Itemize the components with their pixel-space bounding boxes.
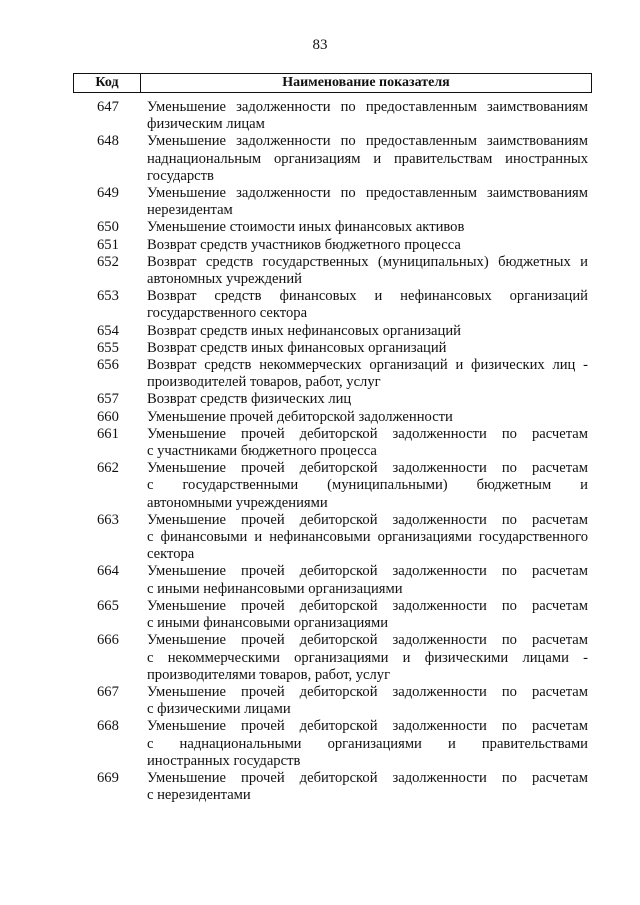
row-name-line: автономными учреждениями (147, 494, 328, 511)
table-row (85, 99, 590, 133)
row-code: 661 (97, 425, 119, 442)
table-row (85, 254, 590, 288)
row-name (147, 254, 588, 288)
row-name-line: Возврат средств иных нефинансовых организаций (147, 322, 461, 339)
row-name-line: Уменьшение прочей дебиторской задолженности по расчетам (147, 563, 588, 580)
row-code: 665 (97, 597, 119, 614)
row-name (147, 133, 588, 185)
table-row (85, 460, 590, 512)
row-name-line: с нерезидентами (147, 787, 251, 804)
indicator-list (85, 99, 590, 804)
row-code: 654 (97, 322, 119, 339)
row-name-line: Уменьшение прочей дебиторской задолженности по расчетам (147, 769, 588, 786)
row-code: 668 (97, 718, 119, 735)
row-name-line: иностранных государств (147, 752, 301, 769)
table-header (73, 73, 592, 93)
row-name-line: автономных учреждений (147, 271, 302, 288)
row-name-line: Возврат средств участников бюджетного процесса (147, 236, 461, 253)
row-name (147, 770, 588, 804)
row-name (147, 598, 588, 632)
row-code: 651 (97, 236, 119, 253)
row-name-line: Возврат средств иных финансовых организаций (147, 339, 447, 356)
table-row (85, 770, 590, 804)
row-name (147, 409, 588, 426)
row-code: 660 (97, 408, 119, 425)
row-name (147, 512, 588, 564)
table-row (85, 563, 590, 597)
row-name (147, 684, 588, 718)
row-name (147, 460, 588, 512)
table-row (85, 133, 590, 185)
row-name-line: государственного сектора (147, 305, 308, 322)
row-code: 653 (97, 288, 119, 305)
table-row (85, 718, 590, 770)
row-name-line: с участниками бюджетного процесса (147, 443, 377, 460)
row-name (147, 99, 588, 133)
row-name-line: сектора (147, 546, 195, 563)
row-name-line: с физическими лицами (147, 701, 291, 718)
row-code: 647 (97, 99, 119, 115)
row-name-line: Уменьшение прочей дебиторской задолженности по расчетам (147, 511, 588, 528)
table-row (85, 237, 590, 254)
row-name-line: Уменьшение прочей дебиторской задолженности по расчетам (147, 683, 588, 700)
table-row (85, 598, 590, 632)
row-name-line: с иными финансовыми организациями (147, 615, 389, 632)
row-name-line: Уменьшение стоимости иных финансовых активов (147, 219, 465, 236)
row-name (147, 340, 588, 357)
row-code: 655 (97, 339, 119, 356)
table-row (85, 357, 590, 391)
row-name-line: Возврат средств финансовых и нефинансовых организаций (147, 288, 588, 305)
column-header-code: Код (74, 74, 141, 92)
row-name (147, 237, 588, 254)
table-row (85, 684, 590, 718)
row-code: 666 (97, 632, 119, 649)
table-row (85, 185, 590, 219)
row-name-line: физическим лицам (147, 116, 265, 133)
row-name (147, 323, 588, 340)
row-name-line: Уменьшение прочей дебиторской задолженности (147, 408, 453, 425)
row-name-line: Возврат средств государственных (муниципальных) бюджетных и (147, 253, 588, 270)
row-name (147, 718, 588, 770)
row-name-line: Уменьшение прочей дебиторской задолженности по расчетам (147, 718, 588, 735)
row-name-line: наднациональным организациям и правительствам иностранных (147, 150, 588, 167)
table-row (85, 288, 590, 322)
row-code: 656 (97, 357, 119, 374)
row-code: 662 (97, 460, 119, 477)
row-name-line: государств (147, 167, 214, 184)
row-name-line: с наднациональными организациями и правительствами (147, 735, 588, 752)
row-name-line: с финансовыми и нефинансовыми организациями государственного (147, 529, 588, 546)
row-name (147, 357, 588, 391)
row-name-line: нерезидентам (147, 202, 233, 219)
row-code: 663 (97, 511, 119, 528)
page-number: 83 (312, 37, 328, 53)
row-name-line: Уменьшение прочей дебиторской задолженности по расчетам (147, 460, 588, 477)
row-name-line: Возврат средств физических лиц (147, 391, 352, 408)
row-name-line: производителями товаров, работ, услуг (147, 666, 391, 683)
row-name-line: Уменьшение задолженности по предоставленным заимствованиям (147, 99, 588, 115)
row-name-line: Уменьшение прочей дебиторской задолженности по расчетам (147, 425, 588, 442)
row-name-line: с государственными (муниципальными) бюджетным и (147, 477, 588, 494)
row-code: 657 (97, 391, 119, 408)
row-code: 664 (97, 563, 119, 580)
row-name-line: с иными нефинансовыми организациями (147, 580, 403, 597)
row-name-line: с некоммерческими организациями и физическими лицами - (147, 649, 588, 666)
row-code: 648 (97, 133, 119, 150)
row-name-line: производителей товаров, работ, услуг (147, 374, 381, 391)
row-name (147, 426, 588, 460)
row-name (147, 288, 588, 322)
table-row (85, 632, 590, 684)
table-row (85, 323, 590, 340)
row-name (147, 219, 588, 236)
table-row (85, 409, 590, 426)
row-code: 669 (97, 769, 119, 786)
column-header-name: Наименование показателя (282, 75, 450, 90)
row-name (147, 632, 588, 684)
row-name-line: Возврат средств некоммерческих организаций и физических лиц - (147, 357, 588, 374)
row-name (147, 563, 588, 597)
row-code: 649 (97, 185, 119, 202)
row-name-line: Уменьшение задолженности по предоставленным заимствованиям (147, 185, 588, 202)
table-row (85, 391, 590, 408)
row-code: 652 (97, 253, 119, 270)
row-code: 650 (97, 219, 119, 236)
table-row (85, 340, 590, 357)
table-row (85, 219, 590, 236)
table-row (85, 512, 590, 564)
row-name (147, 391, 588, 408)
row-code: 667 (97, 683, 119, 700)
row-name-line: Уменьшение задолженности по предоставленным заимствованиям (147, 133, 588, 150)
table-row (85, 426, 590, 460)
row-name-line: Уменьшение прочей дебиторской задолженности по расчетам (147, 632, 588, 649)
row-name (147, 185, 588, 219)
row-name-line: Уменьшение прочей дебиторской задолженности по расчетам (147, 597, 588, 614)
